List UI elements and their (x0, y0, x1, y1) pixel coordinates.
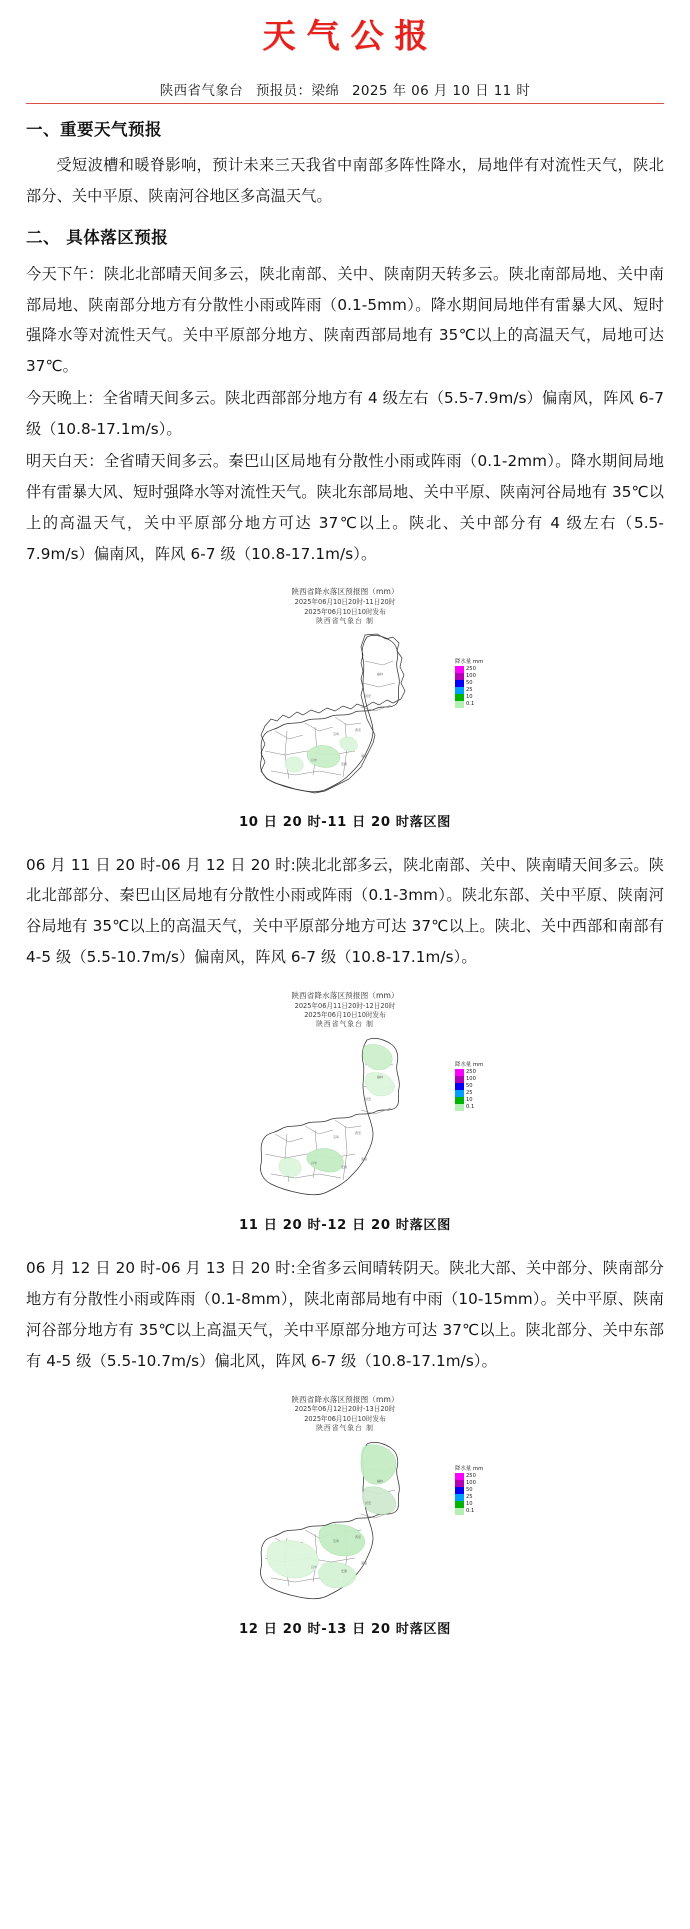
svg-text:西安: 西安 (355, 1534, 362, 1539)
legend-swatch (455, 1480, 464, 1487)
svg-text:宝鸡: 宝鸡 (333, 1135, 340, 1140)
legend-row (455, 1501, 489, 1508)
map-1-author: 陕西省气象台 制 (316, 616, 374, 625)
page-title: 天气公报 (262, 16, 439, 55)
map-2-author: 陕西省气象台 制 (316, 1020, 374, 1029)
legend-swatch (455, 1090, 464, 1097)
forecast-today-evening: 今天晚上：全省晴天间多云。陕北西部部分地方有 4 级左右（5.5-7.9m/s）偏南风，阵风 6-7 级（10.8-17.1m/s）。 (26, 389, 664, 439)
byline (26, 79, 664, 99)
svg-text:延安: 延安 (365, 1500, 372, 1505)
legend-label: 10 (466, 693, 473, 700)
map-2-legend (455, 1060, 489, 1111)
forecast-tomorrow-daytime: 明天白天：全省晴天间多云。秦巴山区局地有分散性小雨或阵雨（0.1-2mm）。降水期间局地伴有雷暴大风、短时强降水等对流性天气。陕北东部局地、关中平原、陕南河谷局地有 35℃以上的高温天气，关中平原部分地方可达 37℃以上。陕北、关中部分有 4 级左右（5.5-7.9m/s）偏南风，阵风 6-7 级（10.8-17.1m/s）。 (26, 451, 664, 563)
legend-label: 10 (466, 1097, 473, 1104)
svg-text:榆林: 榆林 (377, 1478, 384, 1483)
svg-text:榆林: 榆林 (377, 671, 384, 676)
svg-text:西安: 西安 (355, 727, 362, 732)
legend-label: 250 (466, 1472, 476, 1479)
interval-forecast-1: 06 月 11 日 20 时-06 月 12 日 20 时:陕北北部多云，陕北南部、关中、陕南晴天间多云。陕北北部部分、秦巴山区局地有分散性小雨或阵雨（0.1-3mm）。陕北东部、关中平原、陕南河谷局地有 35℃以上的高温天气，关中平原部分地方可达 37℃以上。陕北、关中西部和南部有 4-5 级（5.5-10.7m/s）偏南风，阵风 6-7 级（10.8-17.1m/s）。 (26, 855, 664, 967)
legend-row (455, 1480, 489, 1487)
forecaster: 预报员：梁绵 (255, 82, 340, 99)
legend-label: 0.1 (466, 1507, 475, 1514)
svg-text:延安: 延安 (365, 693, 372, 698)
legend-row (455, 694, 489, 701)
svg-text:西安: 西安 (355, 1131, 362, 1136)
issued-time: 2025 年 06 月 10 日 11 时 (351, 82, 531, 99)
legend-label: 100 (466, 1076, 476, 1083)
legend-swatch (455, 1097, 464, 1104)
figure-1-caption: 10 日 20 时-11 日 20 时落区图 (239, 814, 451, 830)
map-1-header (195, 585, 495, 626)
map-2-legend-title: 降水量 mm (455, 1062, 484, 1069)
shaanxi-province-outline-1 (215, 631, 475, 799)
map-1-issued: 2025年06月10日10时发布 (304, 607, 386, 616)
legend-row (455, 666, 489, 673)
spacer (26, 834, 664, 850)
map-1-title: 陕西省降水落区预报图（mm） (291, 587, 399, 597)
section-heading-2: 二、 具体落区预报 (26, 228, 169, 248)
svg-text:榆林: 榆林 (377, 1075, 384, 1080)
legend-label: 100 (466, 1479, 476, 1486)
svg-text:安康: 安康 (341, 1568, 348, 1573)
legend-swatch (455, 1473, 464, 1480)
figure-3 (26, 1393, 664, 1637)
legend-label: 50 (466, 1083, 473, 1090)
legend-row (455, 1494, 489, 1501)
map-3-body (195, 1438, 495, 1608)
svg-text:安康: 安康 (341, 761, 348, 766)
svg-text:汉中: 汉中 (311, 1564, 318, 1569)
map-1-legend (455, 657, 489, 708)
svg-text:商洛: 商洛 (361, 1157, 368, 1162)
map-3-legend (455, 1464, 489, 1515)
legend-swatch (455, 1083, 464, 1090)
legend-label: 50 (466, 679, 473, 686)
svg-text:安康: 安康 (341, 1165, 348, 1170)
section-heading-1: 一、重要天气预报 (26, 119, 162, 139)
legend-label: 25 (466, 686, 473, 693)
svg-text:延安: 延安 (365, 1097, 372, 1102)
map-3-issued: 2025年06月10日10时发布 (304, 1414, 386, 1423)
shaanxi-province-outline-3 (215, 1438, 475, 1606)
map-2-issued: 2025年06月10日10时发布 (304, 1011, 386, 1020)
document-body (0, 118, 690, 1637)
map-2-title: 陕西省降水落区预报图（mm） (291, 990, 399, 1000)
byline-container (26, 79, 664, 104)
map-3-author: 陕西省气象台 制 (316, 1424, 374, 1433)
issuing-office: 陕西省气象台 (159, 82, 244, 99)
legend-label: 250 (466, 665, 476, 672)
map-2-period: 2025年06月11日20时-12日20时 (294, 1001, 396, 1010)
legend-label: 0.1 (466, 700, 475, 707)
map-2-body (195, 1034, 495, 1204)
legend-row (455, 1104, 489, 1111)
legend-swatch (455, 666, 464, 673)
legend-swatch (455, 1508, 464, 1515)
legend-row (455, 673, 489, 680)
forecast-today-afternoon: 今天下午：陕北北部晴天间多云，陕北南部、关中、陕南阴天转多云。陕北南部局地、关中南部局地、陕南部分地方有分散性小雨或阵雨（0.1-5mm）。降水期间局地伴有雷暴大风、短时强降水等对流性天气。关中平原部分地方、陕南西部局地有 35℃以上的高温天气，局地可达 37℃。 (26, 264, 664, 376)
legend-swatch (455, 1069, 464, 1076)
legend-swatch (455, 1076, 464, 1083)
legend-swatch (455, 701, 464, 708)
precipitation-map-1 (195, 585, 495, 800)
legend-row (455, 1083, 489, 1090)
svg-text:宝鸡: 宝鸡 (333, 731, 340, 736)
legend-swatch (455, 1104, 464, 1111)
legend-label: 25 (466, 1090, 473, 1097)
legend-swatch (455, 1501, 464, 1508)
legend-row (455, 680, 489, 687)
legend-row (455, 701, 489, 708)
legend-label: 25 (466, 1493, 473, 1500)
figure-2 (26, 989, 664, 1233)
interval-forecast-2: 06 月 12 日 20 时-06 月 13 日 20 时:全省多云间晴转阴天。陕北大部、关中部分、陕南部分地方有分散性小雨或阵雨（0.1-8mm），陕北南部局地有中雨（10-15mm）。关中平原、陕南河谷部分地方有 35℃以上高温天气，关中平原部分地方可达 37℃以上。陕北部分、关中东部有 4-5 级（5.5-10.7m/s）偏北风，阵风 6-7 级（10.8-17.1m/s）。 (26, 1259, 664, 1370)
svg-text:商洛: 商洛 (361, 753, 368, 758)
legend-label: 50 (466, 1486, 473, 1493)
svg-text:宝鸡: 宝鸡 (333, 1538, 340, 1543)
figure-3-caption: 12 日 20 时-13 日 20 时落区图 (239, 1621, 451, 1637)
map-1-body (195, 631, 495, 801)
legend-row (455, 1076, 489, 1083)
legend-row (455, 687, 489, 694)
legend-row (455, 1487, 489, 1494)
precipitation-map-2 (195, 989, 495, 1204)
figure-2-caption: 11 日 20 时-12 日 20 时落区图 (239, 1218, 451, 1234)
legend-row (455, 1090, 489, 1097)
figure-1 (26, 585, 664, 829)
shaanxi-province-outline-2 (215, 1034, 475, 1202)
svg-text:商洛: 商洛 (361, 1560, 368, 1565)
precipitation-map-3 (195, 1393, 495, 1608)
legend-row (455, 1069, 489, 1076)
legend-row (455, 1473, 489, 1480)
legend-swatch (455, 687, 464, 694)
legend-label: 10 (466, 1500, 473, 1507)
svg-text:汉中: 汉中 (311, 757, 318, 762)
legend-label: 0.1 (466, 1104, 475, 1111)
map-3-period: 2025年06月12日20时-13日20时 (294, 1405, 396, 1414)
map-1-period: 2025年06月10日20时-11日20时 (294, 598, 396, 607)
spacer (26, 1237, 664, 1253)
legend-swatch (455, 1494, 464, 1501)
legend-row (455, 1097, 489, 1104)
legend-row (455, 1508, 489, 1515)
legend-swatch (455, 1487, 464, 1494)
legend-swatch (455, 680, 464, 687)
legend-swatch (455, 694, 464, 701)
section-1-paragraph-1: 受短波槽和暖脊影响，预计未来三天我省中南部多阵性降水，局地伴有对流性天气，陕北部分、关中平原、陕南河谷地区多高温天气。 (26, 156, 664, 206)
legend-label: 250 (466, 1069, 476, 1076)
map-3-title: 陕西省降水落区预报图（mm） (291, 1394, 399, 1404)
svg-text:汉中: 汉中 (311, 1161, 318, 1166)
map-3-header (195, 1393, 495, 1434)
map-1-legend-title: 降水量 mm (455, 658, 484, 665)
legend-label: 100 (466, 672, 476, 679)
legend-swatch (455, 673, 464, 680)
map-2-header (195, 989, 495, 1030)
map-3-legend-title: 降水量 mm (455, 1465, 484, 1472)
